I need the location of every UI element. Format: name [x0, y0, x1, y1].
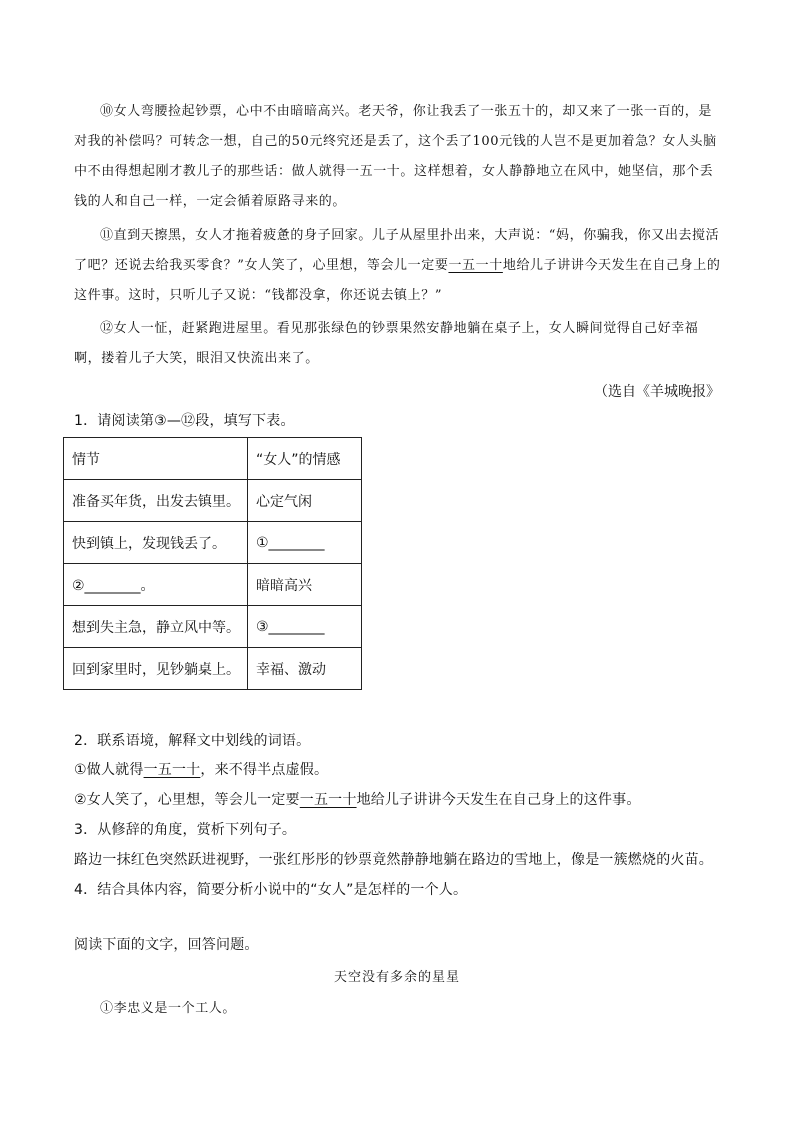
item-text: ①做人就得 [74, 762, 144, 778]
table-cell: 快到镇上，发现钱丢了。 [64, 522, 248, 564]
item-text: 地给儿子讲讲今天发生在自己身上的这件事。 [356, 792, 641, 808]
paragraph-12: ⑫女人一怔，赶紧跑进屋里。看见那张绿色的钞票果然安静地躺在桌子上，女人瞬间觉得自己好幸福啊，搂着儿子大笑，眼泪又快流出来了。 [74, 321, 699, 366]
question-2-item-2 [74, 789, 641, 809]
table-header-cell: 情节 [64, 438, 248, 480]
answer-blank-3[interactable]: ③________ [248, 606, 362, 648]
question-4-prompt: 4．结合具体内容，简要分析小说中的“女人”是怎样的一个人。 [74, 882, 468, 898]
answer-blank-1[interactable]: ①________ [248, 522, 362, 564]
next-paragraph-1: ①李忠义是一个工人。 [100, 1001, 237, 1016]
question-1-prompt: 1．请阅读第③—⑫段，填写下表。 [74, 413, 295, 429]
question-2-prompt: 2．联系语境，解释文中划线的词语。 [74, 733, 311, 749]
item-text: ，来不得半点虚假。 [200, 762, 329, 778]
table-cell: 想到失主急，静立风中等。 [64, 606, 248, 648]
paragraph-11 [74, 221, 724, 311]
table-row [64, 648, 362, 690]
table-header-row [64, 438, 362, 480]
question-3-prompt: 3．从修辞的角度，赏析下列句子。 [74, 822, 297, 838]
article-title: 天空没有多余的星星 [333, 970, 460, 985]
question-2-item-1 [74, 759, 328, 779]
paragraph-11-text-b: 地给儿子讲讲今天发生在自己身上的这件事。这时，只听儿子又说：“钱都没拿，你还说去镇上？” [74, 258, 721, 303]
paragraph-11-text-a: ⑪直到天擦黑，女人才拖着疲惫的身子回家。儿子从屋里扑出来，大声说：“妈，你骗我，你又出去搅活了吧？还说去给我买零食？”女人笑了，心里想，等会儿一定要 [74, 228, 720, 273]
reading-instruction: 阅读下面的文字，回答问题。 [74, 937, 259, 953]
table-header-cell: “女人”的情感 [248, 438, 362, 480]
underlined-term: 一五一十 [299, 792, 357, 808]
table-row [64, 522, 362, 564]
table-row [64, 564, 362, 606]
item-text: ②女人笑了，心里想，等会儿一定要 [74, 792, 300, 808]
underlined-term: 一五一十 [448, 258, 503, 273]
table-cell: 幸福、激动 [248, 648, 362, 690]
source-citation: （选自《羊城晚报》 [594, 384, 720, 400]
table-row [64, 606, 362, 648]
table-cell: 准备买年货，出发去镇里。 [64, 480, 248, 522]
plot-emotion-table [63, 437, 362, 690]
underlined-term: 一五一十 [143, 762, 201, 778]
question-3-sentence: 路边一抹红色突然跃进视野，一张红彤彤的钞票竟然静静地躺在路边的雪地上，像是一簇燃烧的火苗。 [74, 852, 713, 868]
paragraph-10: ⑩女人弯腰捡起钞票，心中不由暗暗高兴。老天爷，你让我丢了一张五十的，却又来了一张一百的，是对我的补偿吗？可转念一想，自己的50元终究还是丢了，这个丢了100元钱的人岂不是更加着急？女人头脑中不由得想起刚才教儿子的那些话：做人就得一五一十。这样想着，女人静静地立在风中，她坚信，那个丢钱的人和自己一样，一定会循着原路寻来的。 [74, 104, 717, 209]
answer-blank-2[interactable]: ②________。 [64, 564, 248, 606]
table-cell: 心定气闲 [248, 480, 362, 522]
table-cell: 回到家里时，见钞躺桌上。 [64, 648, 248, 690]
table-row [64, 480, 362, 522]
table-cell: 暗暗高兴 [248, 564, 362, 606]
